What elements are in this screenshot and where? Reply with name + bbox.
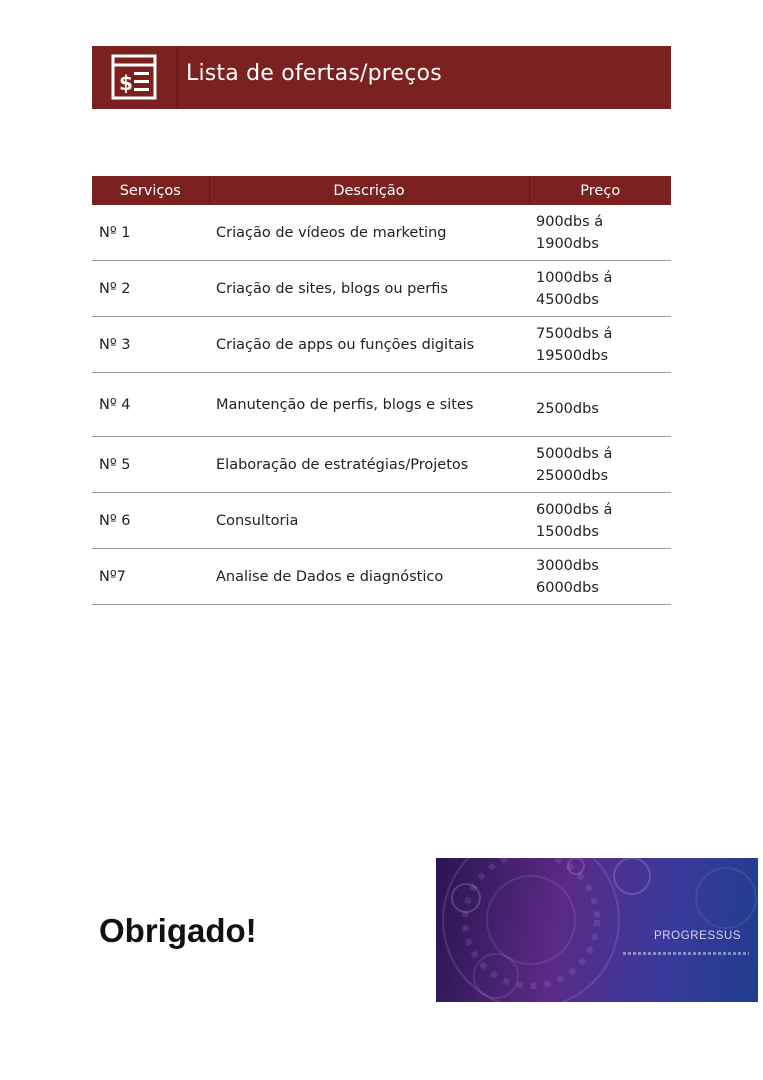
table-row bbox=[92, 317, 671, 373]
table-row bbox=[92, 373, 671, 437]
service-number: Nº 3 bbox=[92, 317, 209, 373]
price-line: 7500dbs á bbox=[536, 325, 613, 342]
price-line: 25000dbs bbox=[536, 467, 609, 484]
header-icon-box bbox=[92, 46, 178, 109]
service-description: Manutenção de perfis, blogs e sites bbox=[209, 373, 529, 437]
table-row bbox=[92, 493, 671, 549]
column-header-description: Descrição bbox=[209, 176, 529, 205]
table-header-row bbox=[92, 176, 671, 205]
service-description: Consultoria bbox=[209, 493, 529, 549]
service-number: Nº 6 bbox=[92, 493, 209, 549]
price-line: 900dbs á bbox=[536, 213, 604, 230]
service-description: Criação de vídeos de marketing bbox=[209, 205, 529, 261]
page-title: Lista de ofertas/preços bbox=[186, 61, 442, 86]
price-line: 1900dbs bbox=[536, 235, 599, 252]
service-description: Analise de Dados e diagnóstico bbox=[209, 549, 529, 605]
price-line: 6000dbs bbox=[536, 579, 599, 596]
service-price bbox=[529, 549, 671, 605]
price-line: 19500dbs bbox=[536, 347, 609, 364]
price-line: 1000dbs á bbox=[536, 269, 613, 286]
service-price bbox=[529, 373, 671, 437]
service-number: Nº 5 bbox=[92, 437, 209, 493]
price-line: 2500dbs bbox=[536, 400, 599, 417]
price-line: 5000dbs á bbox=[536, 445, 613, 462]
service-description: Criação de apps ou funções digitais bbox=[209, 317, 529, 373]
promo-image bbox=[436, 858, 758, 1002]
price-list-icon bbox=[110, 53, 158, 101]
service-number: Nº7 bbox=[92, 549, 209, 605]
service-price bbox=[529, 317, 671, 373]
price-line: 3000dbs bbox=[536, 557, 599, 574]
table-row bbox=[92, 205, 671, 261]
service-price bbox=[529, 493, 671, 549]
price-table bbox=[92, 176, 671, 605]
service-number: Nº 2 bbox=[92, 261, 209, 317]
service-price bbox=[529, 261, 671, 317]
service-price bbox=[529, 437, 671, 493]
column-header-price: Preço bbox=[529, 176, 671, 205]
service-description: Elaboração de estratégias/Projetos bbox=[209, 437, 529, 493]
table-row bbox=[92, 549, 671, 605]
table-row bbox=[92, 261, 671, 317]
service-description: Criação de sites, blogs ou perfis bbox=[209, 261, 529, 317]
service-number: Nº 1 bbox=[92, 205, 209, 261]
svg-text:$: $ bbox=[119, 71, 133, 95]
service-number: Nº 4 bbox=[92, 373, 209, 437]
header-banner bbox=[92, 46, 671, 109]
promo-title: PROGRESSUS bbox=[654, 930, 742, 942]
price-line: 6000dbs á bbox=[536, 501, 613, 518]
column-header-services: Serviços bbox=[92, 176, 209, 205]
price-line: 4500dbs bbox=[536, 291, 599, 308]
promo-subtitle-text bbox=[623, 952, 749, 955]
price-line: 1500dbs bbox=[536, 523, 599, 540]
service-price bbox=[529, 205, 671, 261]
thanks-message: Obrigado! bbox=[99, 912, 257, 949]
table-row bbox=[92, 437, 671, 493]
